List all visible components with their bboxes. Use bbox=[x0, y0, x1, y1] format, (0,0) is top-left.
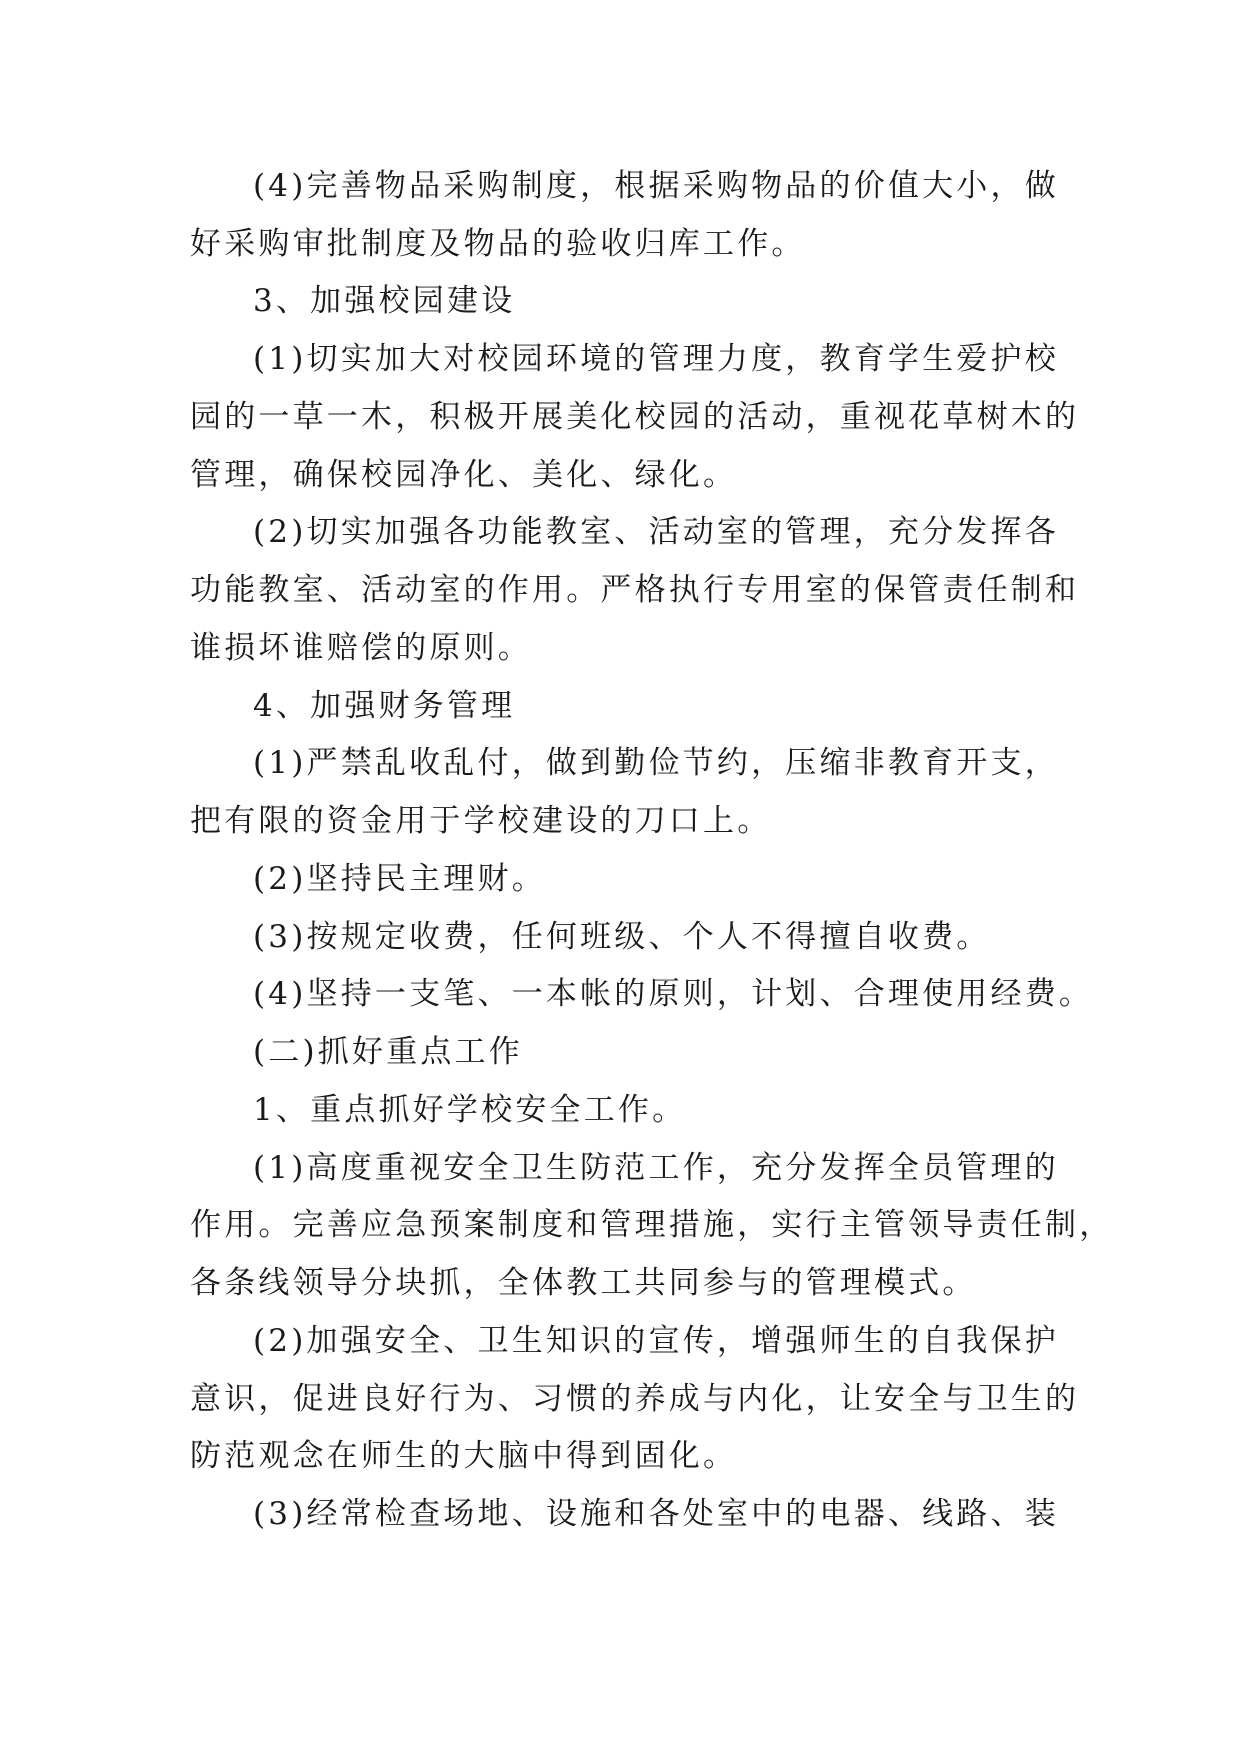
section-heading: (二)抓好重点工作 bbox=[253, 1034, 523, 1070]
paragraph-line: 防范观念在师生的大脑中得到固化。 bbox=[190, 1438, 738, 1474]
paragraph-line: 作用。完善应急预案制度和管理措施，实行主管领导责任制， bbox=[190, 1207, 1114, 1243]
paragraph-line: 园的一草一木，积极开展美化校园的活动，重视花草树木的 bbox=[190, 399, 1080, 435]
paragraph-line: (2)切实加强各功能教室、活动室的管理，充分发挥各 bbox=[253, 514, 1059, 550]
paragraph-line: (1)严禁乱收乱付，做到勤俭节约，压缩非教育开支， bbox=[253, 745, 1059, 781]
paragraph-line: 把有限的资金用于学校建设的刀口上。 bbox=[190, 803, 772, 839]
paragraph-line: (4)完善物品采购制度，根据采购物品的价值大小，做 bbox=[253, 168, 1059, 204]
paragraph-line: 功能教室、活动室的作用。严格执行专用室的保管责任制和 bbox=[190, 572, 1080, 608]
paragraph-line: (2)加强安全、卫生知识的宣传，增强师生的自我保护 bbox=[253, 1323, 1059, 1359]
paragraph-line: (4)坚持一支笔、一本帐的原则，计划、合理使用经费。 bbox=[253, 976, 1094, 1012]
paragraph-line: (1)高度重视安全卫生防范工作，充分发挥全员管理的 bbox=[253, 1150, 1059, 1186]
paragraph-line: 各条线领导分块抓，全体教工共同参与的管理模式。 bbox=[190, 1265, 977, 1301]
paragraph-line: 谁损坏谁赔偿的原则。 bbox=[190, 630, 532, 666]
paragraph-line: 好采购审批制度及物品的验收归库工作。 bbox=[190, 226, 806, 262]
paragraph-line: 意识，促进良好行为、习惯的养成与内化，让安全与卫生的 bbox=[190, 1381, 1080, 1417]
paragraph-line: 管理，确保校园净化、美化、绿化。 bbox=[190, 457, 738, 493]
paragraph-line: (1)切实加大对校园环境的管理力度，教育学生爱护校 bbox=[253, 341, 1059, 377]
section-heading: 1、重点抓好学校安全工作。 bbox=[253, 1092, 687, 1128]
section-heading: 4、加强财务管理 bbox=[253, 688, 516, 724]
paragraph-line: (3)经常检查场地、设施和各处室中的电器、线路、装 bbox=[253, 1496, 1059, 1532]
section-heading: 3、加强校园建设 bbox=[253, 283, 516, 319]
paragraph-line: (3)按规定收费，任何班级、个人不得擅自收费。 bbox=[253, 919, 991, 955]
paragraph-line: (2)坚持民主理财。 bbox=[253, 861, 546, 897]
